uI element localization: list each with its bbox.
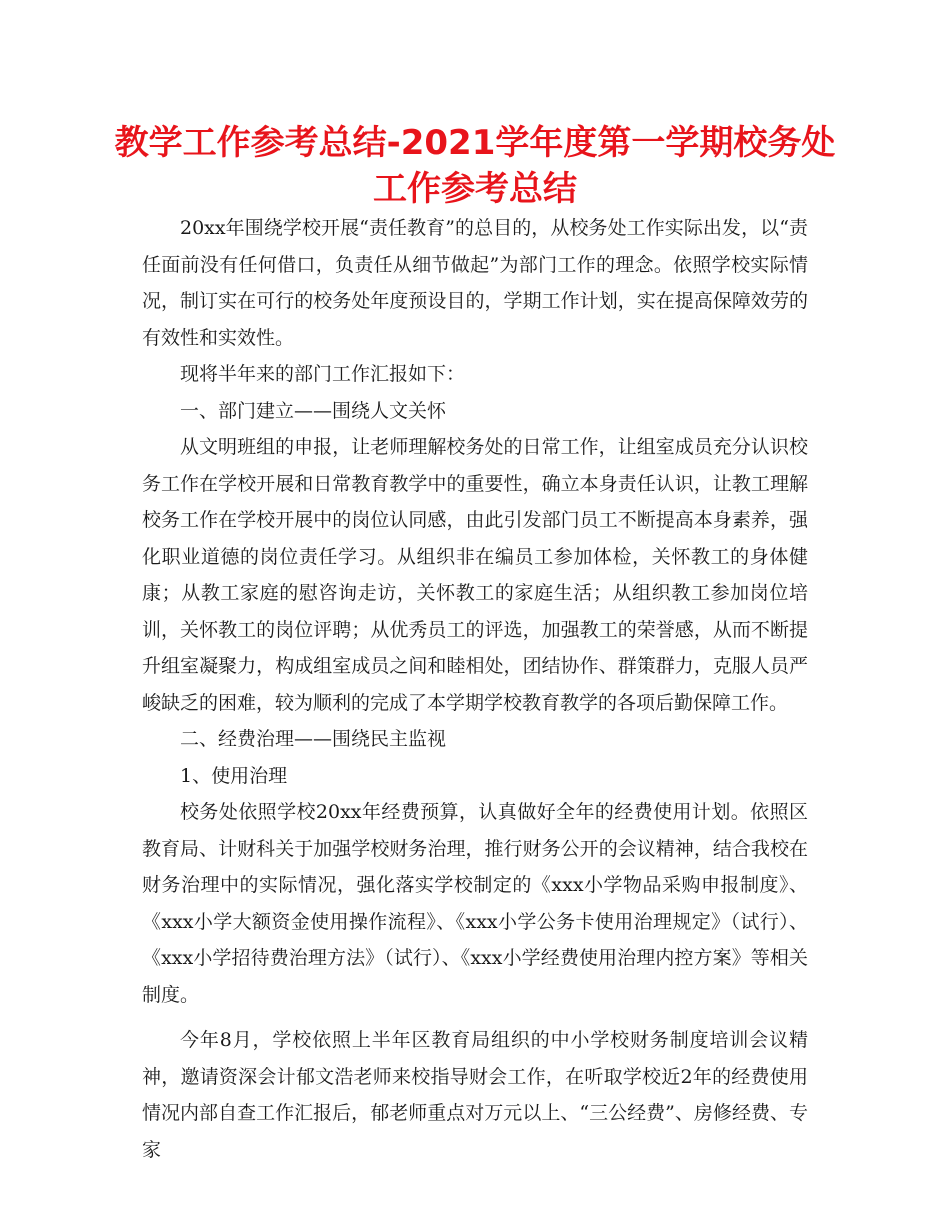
paragraph-intro: 20xx年围绕学校开展“责任教育”的总目的，从校务处工作实际出发，以“责任面前没有任何借口，负责任从细节做起”为部门工作的理念。依照学校实际情况，制订实在可行的校务处年度预设目的，学期工作计划，实在提高保障效劳的有效性和实效性。 xyxy=(142,217,808,349)
document-title: 教学工作参考总结-2021学年度第一学期校务处工作参考总结 xyxy=(114,123,836,209)
paragraph-report-lead: 现将半年来的部门工作汇报如下： xyxy=(180,363,466,385)
paragraph-budget: 校务处依照学校20xx年经费预算，认真做好全年的经费使用计划。依照区教育局、计财科关于加强学校财务治理，推行财务公开的会议精神，结合我校在财务治理中的实际情况，强化落实学校制定的《xxx小学物品采购申报制度》、《xxx小学大额资金使用操作流程》、《xxx小学公务卡使用治理规定》（试行）、《xxx小学招待费治理方法》（试行）、《xxx小学经费使用治理内控方案》等相关制度。 xyxy=(142,801,808,1006)
paragraph-august: 今年8月，学校依照上半年区教育局组织的中小学校财务制度培训会议精神，邀请资深会计郁文浩老师来校指导财会工作，在听取学校近2年的经费使用情况内部自查工作汇报后，郁老师重点对万元以上、“三公经费”、房修经费、专家 xyxy=(142,1029,808,1161)
section-heading-2: 二、经费治理——围绕民主监视 xyxy=(180,728,447,750)
section-heading-1: 一、部门建立——围绕人文关怀 xyxy=(180,399,447,422)
document-body xyxy=(142,210,808,1168)
subsection-heading-1: 1、使用治理 xyxy=(180,764,288,787)
paragraph-department: 从文明班组的申报，让老师理解校务处的日常工作，让组室成员充分认识校务工作在学校开展和日常教育教学中的重要性，确立本身责任认识，让教工理解校务工作在学校开展中的岗位认同感，由此引发部门员工不断提高本身素养，强化职业道德的岗位责任学习。从组织非在编员工参加体检，关怀教工的身体健康；从教工家庭的慰咨询走访，关怀教工的家庭生活；从组织教工参加岗位培训，关怀教工的岗位评聘；从优秀员工的评选，加强教工的荣誉感，从而不断提升组室凝聚力，构成组室成员之间和睦相处，团结协作、群策群力，克服人员严峻缺乏的困难，较为顺利的完成了本学期学校教育教学的各项后勤保障工作。 xyxy=(142,436,808,714)
